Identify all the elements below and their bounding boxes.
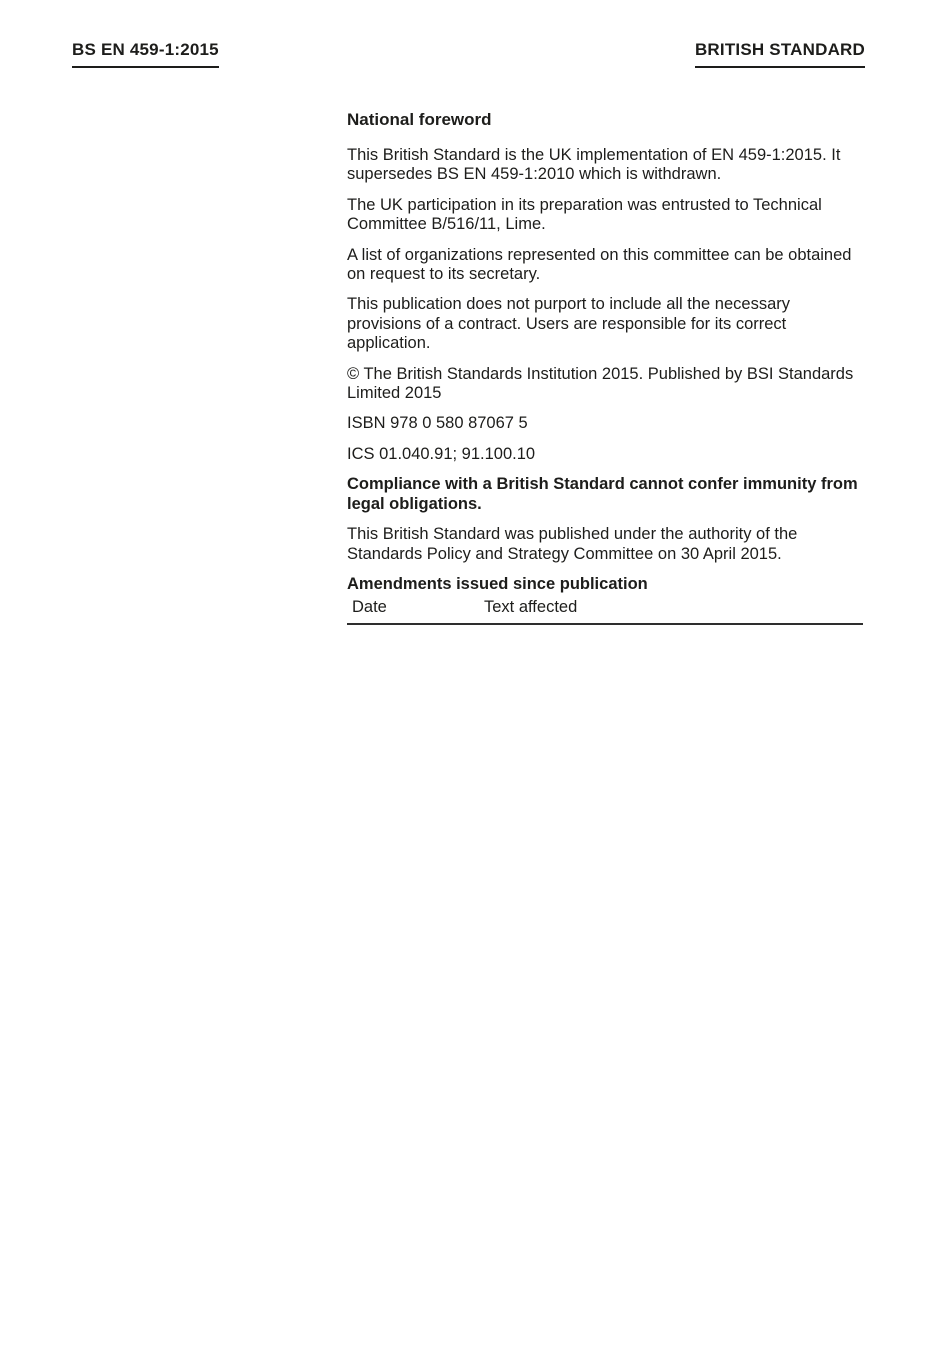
compliance-note: Compliance with a British Standard cannot confer immunity from legal obligations. — [347, 475, 858, 513]
foreword-heading: National foreword — [347, 110, 492, 129]
organizations-paragraph: A list of organizations represented on this committee can be obtained on request to its secretary. — [347, 245, 852, 284]
implementation-paragraph: This British Standard is the UK implementation of EN 459-1:2015. It supersedes BS EN 459-1:2010 which is withdrawn. — [347, 146, 841, 184]
isbn-line: ISBN 978 0 580 87067 5 — [347, 414, 528, 433]
foreword-section — [347, 110, 863, 625]
contract-provisions-paragraph: This publication does not purport to include all the necessary provisions of a contract. Users are responsible for its correct application. — [347, 295, 791, 353]
ics-line: ICS 01.040.91; 91.100.10 — [347, 444, 536, 463]
authority-note: This British Standard was published under the authority of the Standards Policy and Strategy Committee on 30 April 2015. — [347, 525, 798, 563]
amendments-col-date: Date — [347, 598, 479, 623]
amendments-heading: Amendments issued since publication — [347, 574, 648, 593]
document-number: BS EN 459-1:2015 — [72, 40, 219, 68]
amendments-col-text-affected: Text affected — [479, 598, 863, 623]
standard-type-label: BRITISH STANDARD — [695, 40, 865, 68]
copyright-notice: © The British Standards Institution 2015. Published by BSI Standards Limited 2015 — [347, 364, 854, 403]
participation-paragraph: The UK participation in its preparation was entrusted to Technical Committee B/516/11, Lime. — [347, 195, 822, 234]
amendments-table — [347, 598, 863, 624]
amendments-header-row — [347, 598, 863, 623]
